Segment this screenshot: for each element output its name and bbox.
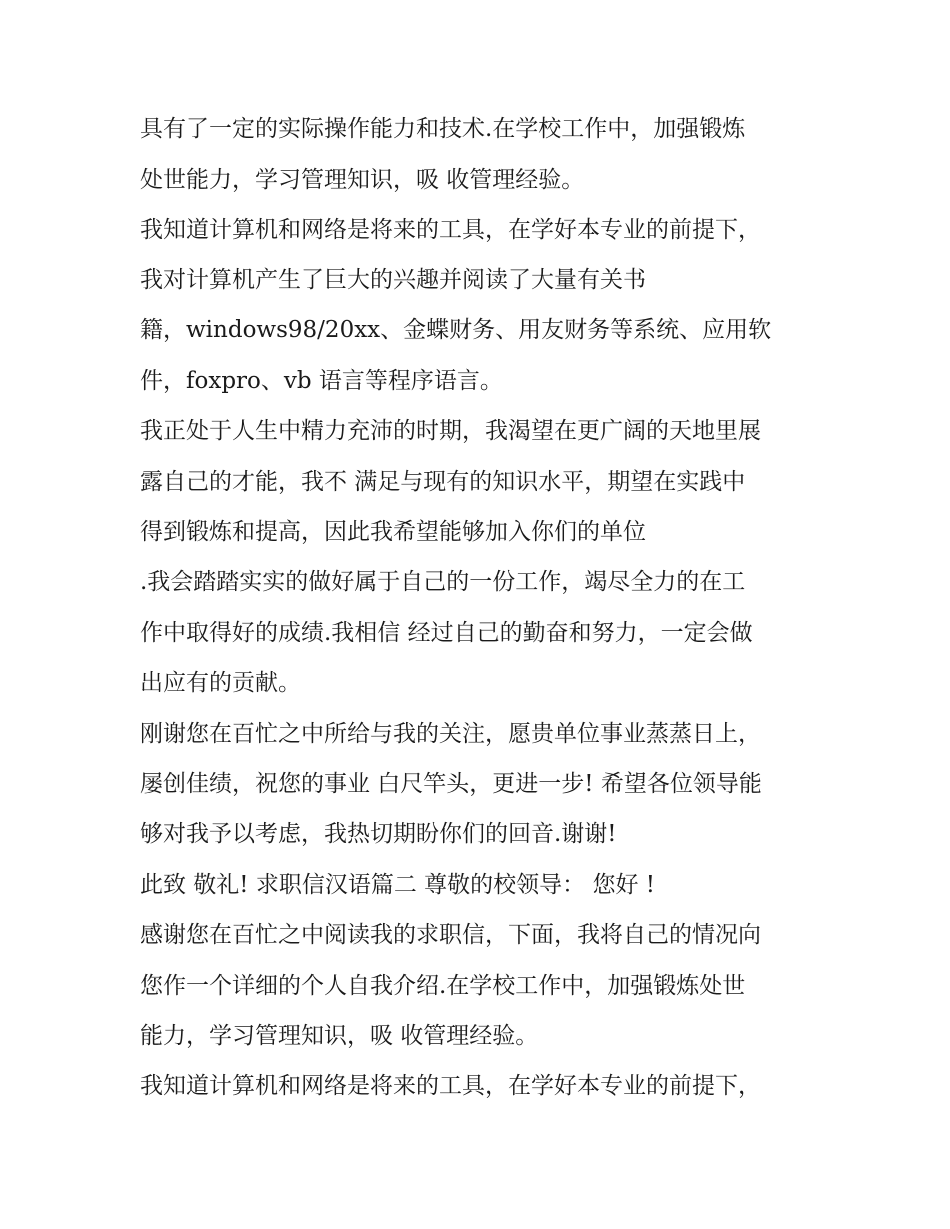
text-line-3: 我知道计算机和网络是将来的工具，在学好本专业的前提下， [140,217,761,243]
text-line-13: 刚谢您在百忙之中所给与我的关注，愿贵单位事业蒸蒸日上， [140,721,761,747]
text-line-20: 我知道计算机和网络是将来的工具，在学好本专业的前提下， [140,1073,761,1099]
text-line-8: 露自己的才能，我不 满足与现有的知识水平，期望在实践中 [140,469,746,495]
text-line-19: 能力，学习管理知识，吸 收管理经验。 [140,1023,539,1049]
text-line-11: 作中取得好的成绩.我相信 经过自己的勤奋和努力，一定会做 [140,620,753,646]
text-line-9: 得到锻炼和提高，因此我希望能够加入你们的单位 [140,519,646,545]
text-line-14: 屡创佳绩，祝您的事业 白尺竿头，更进一步! 希望各位领导能 [140,771,762,797]
text-line-5: 籍，windows98/20xx、金蝶财务、用友财务等系统、应用软 [140,317,772,343]
text-line-12: 出应有的贡献。 [140,670,301,696]
text-line-2: 处世能力，学习管理知识，吸 收管理经验。 [140,167,585,193]
text-line-4: 我对计算机产生了巨大的兴趣并阅读了大量有关书 [140,267,646,293]
text-line-7: 我正处于人生中精力充沛的时期，我渴望在更广阔的天地里展 [140,418,761,444]
text-line-6: 件，foxpro、vb 语言等程序语言。 [140,368,503,394]
text-line-15: 够对我予以考虑，我热切期盼你们的回音.谢谢! [140,821,617,847]
text-line-10: .我会踏踏实实的做好属于自己的一份工作，竭尽全力的在工 [140,569,746,595]
text-line-18: 您作一个详细的个人自我介绍.在学校工作中，加强锻炼处世 [140,973,746,999]
text-line-17: 感谢您在百忙之中阅读我的求职信，下面，我将自己的情况向 [140,922,761,948]
text-line-16: 此致 敬礼! 求职信汉语篇二 尊敬的校领导： 您好 ! [140,872,656,898]
text-line-1: 具有了一定的实际操作能力和技术.在学校工作中，加强锻炼 [140,116,746,142]
